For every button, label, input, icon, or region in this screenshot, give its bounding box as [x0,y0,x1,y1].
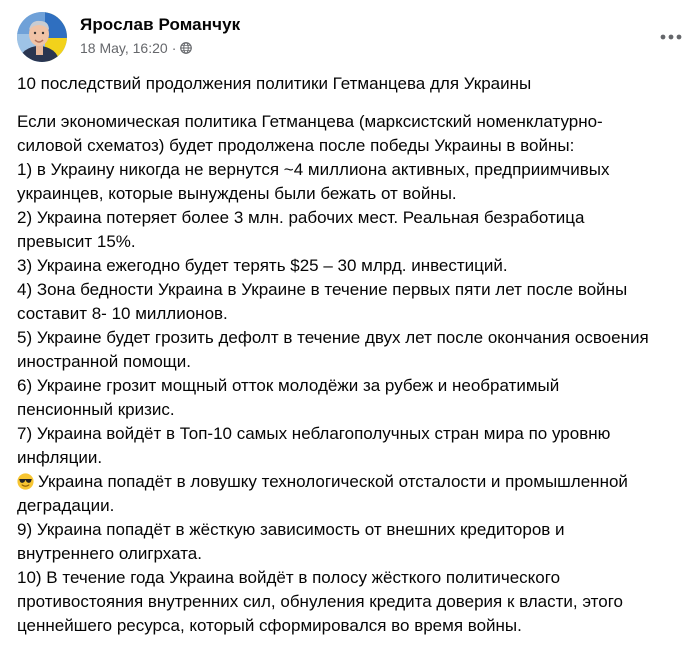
post-body [17,110,689,638]
post-body-line [17,614,689,638]
post-body-line-text: противостояния внутренних сил, обнуления кредита доверия к власти, этого [17,592,623,611]
author-name[interactable]: Ярослав Романчук [80,15,241,34]
post-body-line [17,326,689,350]
post-body-line [17,518,689,542]
post-body-line [17,230,689,254]
post-body-line [17,398,689,422]
post-body-line-text: 5) Украине будет грозить дефолт в течение двух лет после окончания освоения [17,328,649,347]
post-body-line [17,422,689,446]
post-body-line [17,134,689,158]
more-horizontal-icon [660,34,682,40]
author-avatar[interactable] [17,12,67,62]
meta-separator: · [171,40,177,56]
post-body-line-text: 3) Украина ежегодно будет терять $25 – 30 млрд. инвестиций. [17,256,508,275]
post-body-line [17,566,689,590]
post-body-line [17,542,689,566]
post-body-line [17,470,689,494]
post-body-line [17,374,689,398]
post-body-line [17,590,689,614]
post-content [17,72,689,638]
post-body-line [17,110,689,134]
post-meta [80,40,192,56]
post-body-line [17,182,689,206]
post-body-line [17,158,689,182]
post-body-line [17,302,689,326]
post-body-line-text: 10) В течение года Украина войдёт в полосу жёсткого политического [17,568,561,587]
post-body-line-text: Украина попадёт в ловушку технологической отсталости и промышленной [38,472,628,491]
post-header [17,12,686,62]
post-body-line-text: инфляции. [17,448,103,467]
post-body-line-text: 4) Зона бедности Украина в Украине в течение первых пяти лет после войны [17,280,628,299]
post-body-line-text: составит 8- 10 миллионов. [17,304,228,323]
post-body-line-text: превысит 15%. [17,232,136,251]
post-title: 10 последствий продолжения политики Гетманцева для Украины [17,74,532,93]
post-body-line [17,254,689,278]
post-body-line [17,446,689,470]
post-body-line-text: 7) Украина войдёт в Топ-10 самых неблагополучных стран мира по уровню [17,424,611,443]
post-body-line-text: внутреннего олигрхата. [17,544,202,563]
globe-icon[interactable] [180,42,192,54]
post-body-line-text: ценнейшего ресурса, который сформировался во время войны. [17,616,522,635]
post-date[interactable]: 18 May, 16:20 [80,40,168,56]
post-body-line-text: иностранной помощи. [17,352,191,371]
avatar-photo [17,12,67,62]
post-body-line-text: Если экономическая политика Гетманцева (марксистский номенклатурно- [17,112,603,131]
post-body-line-text: силовой схематоз) будет продолжена после победы Украины в войны: [17,136,575,155]
more-options-button[interactable] [656,22,686,52]
sunglasses-emoji-icon [17,473,34,490]
post-body-line-text: деградации. [17,496,115,515]
post-body-line-text: пенсионный кризис. [17,400,175,419]
post-body-line-text: 1) в Украину никогда не вернутся ~4 миллиона активных, предприимчивых [17,160,610,179]
post-body-line [17,278,689,302]
post-body-line [17,494,689,518]
post-body-line-text: 2) Украина потеряет более 3 млн. рабочих мест. Реальная безработица [17,208,585,227]
post-body-line [17,350,689,374]
post-body-line-text: 6) Украине грозит мощный отток молодёжи за рубеж и необратимый [17,376,560,395]
post-body-line-text: 9) Украина попадёт в жёсткую зависимость от внешних кредиторов и [17,520,565,539]
post-body-line [17,206,689,230]
post-body-line-text: украинцев, которые вынуждены были бежать от войны. [17,184,457,203]
